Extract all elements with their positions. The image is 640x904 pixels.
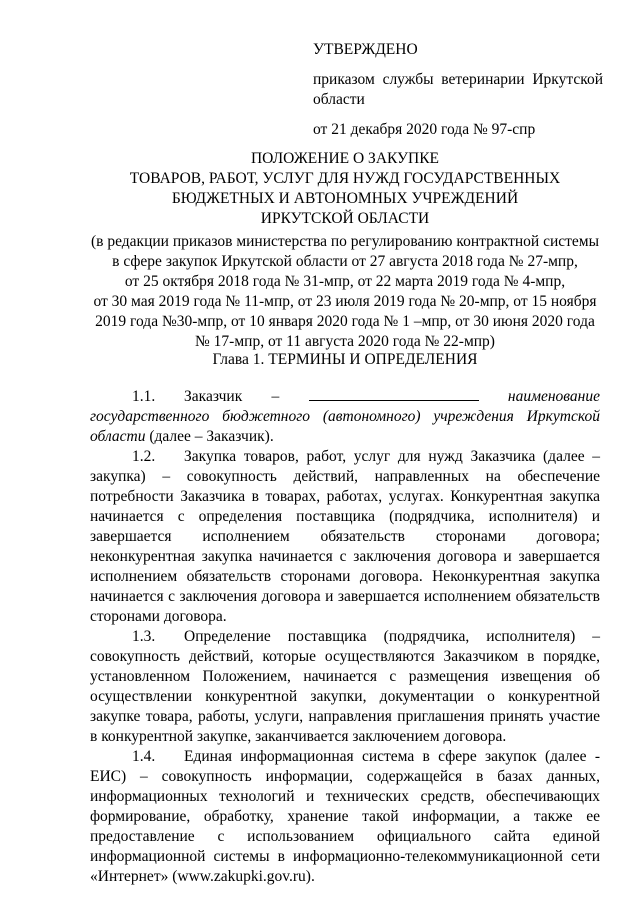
title-line-3: БЮДЖЕТНЫХ И АВТОНОМНЫХ УЧРЕЖДЕНИЙ [171, 190, 519, 207]
paragraph-text: Определение поставщика (подрядчика, исполнителя) – совокупность действий, которые осуществляются Заказчиком в порядке, установленном Положением, начинается с размещения извещения об осуществлении конкурентной закупки, документации о конкурентной закупке товара, работы, услуги, направления приглашения принять участие в конкурентной закупке, заканчивается заключением договора. [90, 628, 600, 745]
approval-order: приказом службы ветеринарии Иркутской области [313, 71, 603, 108]
paragraph-1-3 [90, 627, 600, 747]
paragraph-1-4 [90, 747, 600, 887]
document-title [90, 149, 600, 229]
paragraph-1-1 [90, 386, 600, 447]
paragraph-number: 1.1. [132, 388, 156, 405]
paragraph-1-2 [90, 447, 600, 627]
approval-stamp [313, 40, 603, 150]
paragraph-tail: (далее – Заказчик). [145, 428, 274, 445]
editions-line-5: 2019 года №30-мпр, от 10 января 2020 года № 1 –мпр, от 30 июня 2020 года [95, 313, 595, 330]
paragraph-number: 1.4. [132, 748, 156, 765]
editions-line-2: в сфере закупок Иркутской области от 27 августа 2018 года № 27-мпр, [112, 253, 578, 270]
editions-line-4: от 30 мая 2019 года № 11-мпр, от 23 июля 2019 года № 20-мпр, от 15 ноября [93, 293, 597, 310]
paragraph-number: 1.3. [132, 628, 156, 645]
chapter-heading: Глава 1. ТЕРМИНЫ И ОПРЕДЕЛЕНИЯ [212, 351, 478, 368]
approval-date: от 21 декабря 2020 года № 97-спр [313, 121, 536, 138]
customer-name-placeholder: наименование государственного бюджетного (автономного) учреждения Иркутской области [90, 388, 600, 445]
fill-in-blank [309, 386, 479, 401]
editions-line-6: № 17-мпр, от 11 августа 2020 года № 22-мпр) [195, 333, 495, 350]
editions-line-3: от 25 октября 2018 года № 31-мпр, от 22 марта 2019 года № 4-мпр, [124, 273, 566, 290]
title-line-1: ПОЛОЖЕНИЕ О ЗАКУПКЕ [250, 150, 440, 167]
paragraph-text: Закупка товаров, работ, услуг для нужд Заказчика (далее – закупка) – совокупность действий, направленных на обеспечение потребности Заказчика в товарах, работах, услугах. Конкурентная закупка начинается с определения поставщика (подрядчика, исполнителя) и завершается исполнением обязательств сторонами договора; неконкурентная закупка начинается с заключения договора и завершается исполнением обязательств сторонами договора. Неконкурентная закупка начинается с заключения договора и завершается исполнением обязательств сторонами договора. [90, 448, 600, 625]
term-customer: Заказчик – [184, 388, 280, 405]
title-line-4: ИРКУТСКОЙ ОБЛАСТИ [260, 210, 430, 227]
editions-line-1: (в редакции приказов министерства по регулированию контрактной системы [91, 233, 599, 250]
paragraph-text: Единая информационная система в сфере закупок (далее - ЕИС) – совокупность информации, содержащейся в базах данных, информационных технологий и технических средств, обеспечивающих формирование, обработку, хранение такой информации, а также ее предоставление с использованием официального сайта единой информационной системы в информационно-телекоммуникационной сети «Интернет» (www.zakupki.gov.ru). [90, 748, 600, 885]
editions-note [86, 232, 604, 352]
title-line-2: ТОВАРОВ, РАБОТ, УСЛУГ ДЛЯ НУЖД ГОСУДАРСТВЕННЫХ [129, 170, 561, 187]
approval-heading: УТВЕРЖДЕНО [313, 41, 418, 58]
document-body [90, 386, 600, 887]
paragraph-number: 1.2. [132, 448, 156, 465]
